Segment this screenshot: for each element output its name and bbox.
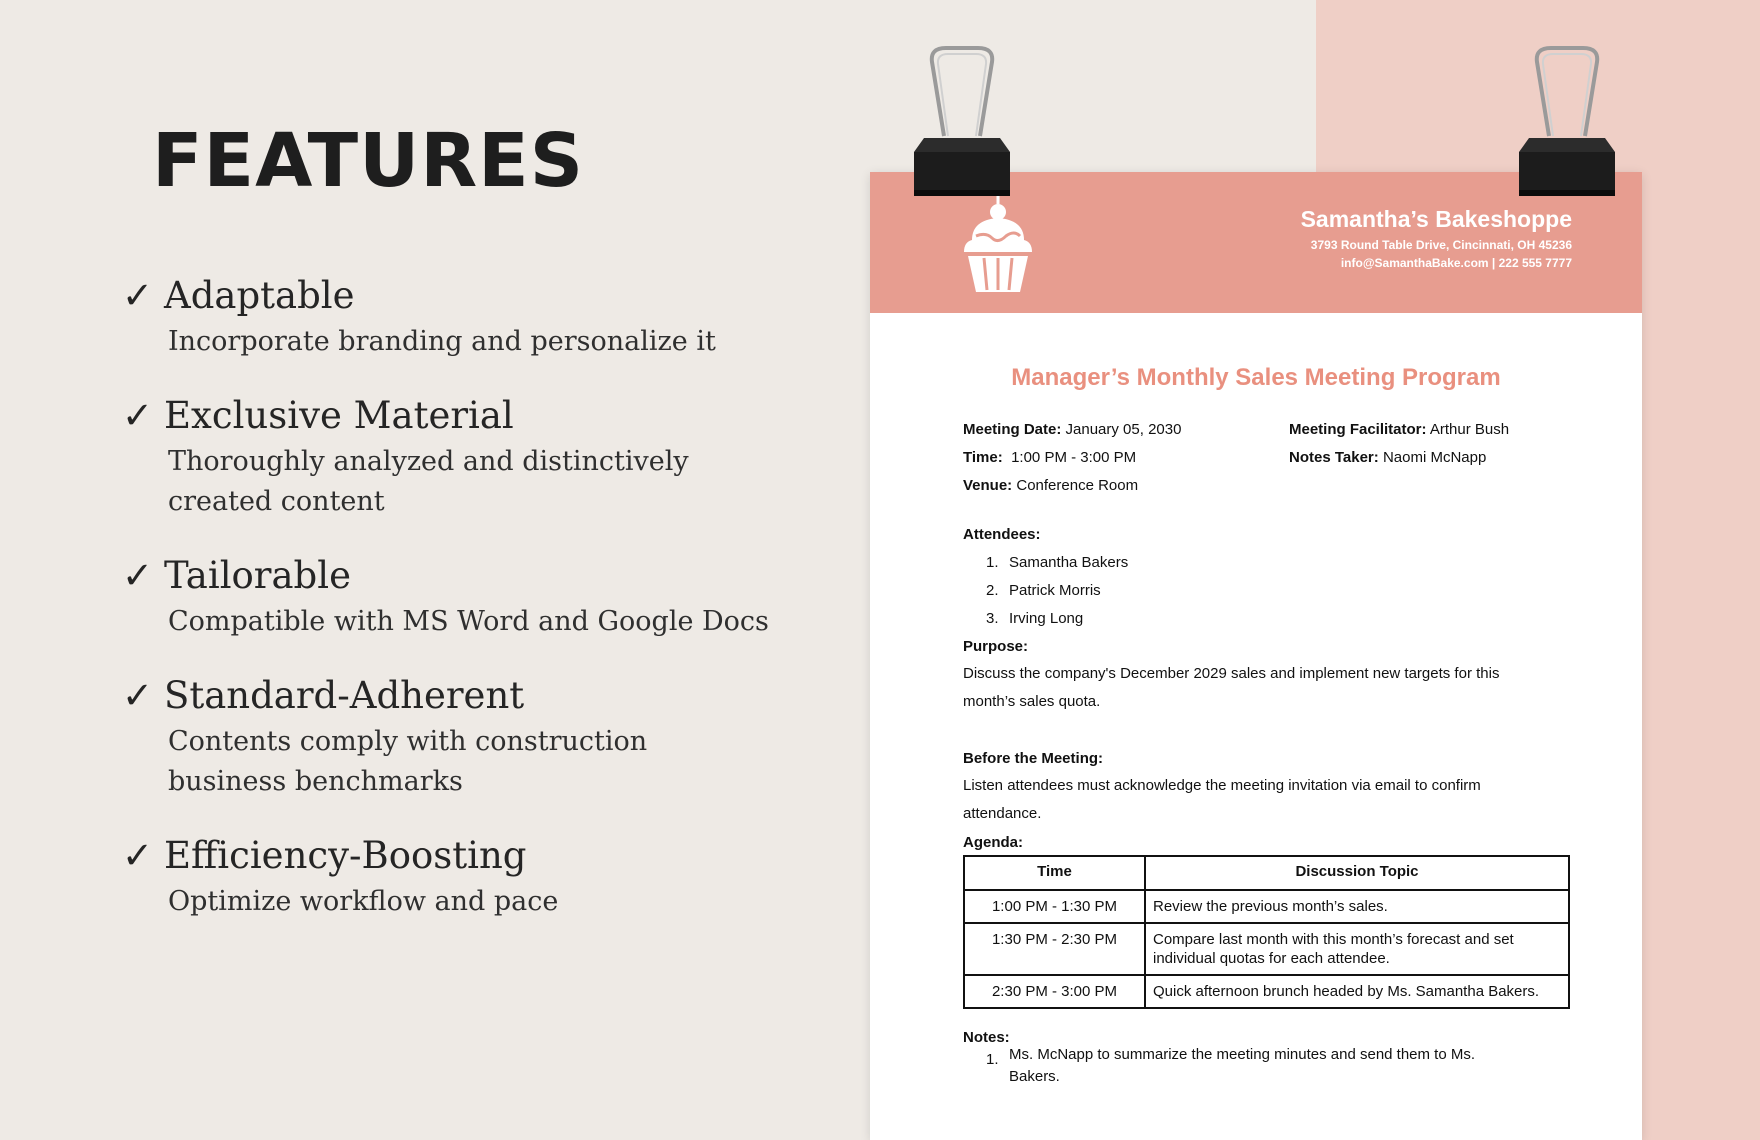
table-row bbox=[964, 923, 1569, 975]
company-name: Samantha’s Bakeshoppe bbox=[1300, 206, 1572, 232]
before-meeting-label: Before the Meeting: bbox=[963, 750, 1104, 767]
feature-title: Exclusive Material bbox=[164, 394, 514, 437]
table-row bbox=[964, 975, 1569, 1008]
attendee-name: Samantha Bakers bbox=[1009, 554, 1129, 571]
note-number: 1. bbox=[986, 1051, 999, 1068]
agenda-topic: Review the previous month’s sales. bbox=[1145, 890, 1569, 923]
check-icon: ✓ bbox=[122, 834, 154, 877]
feature-description: Compatible with MS Word and Google Docs bbox=[168, 606, 769, 637]
attendee-number: 2. bbox=[986, 582, 999, 599]
table-row bbox=[964, 890, 1569, 923]
purpose-text: Discuss the company's December 2029 sales and implement new targets for this month’s sales quota. bbox=[963, 665, 1500, 710]
feature-description: Thoroughly analyzed and distinctively created content bbox=[168, 446, 689, 517]
check-icon: ✓ bbox=[122, 394, 154, 437]
attendee-number: 3. bbox=[986, 610, 999, 627]
column-header-topic: Discussion Topic bbox=[1145, 856, 1569, 890]
table-header-row bbox=[964, 856, 1569, 890]
notes-taker: Notes Taker: Naomi McNapp bbox=[1289, 449, 1487, 466]
feature-description: Optimize workflow and pace bbox=[168, 886, 559, 917]
note-text: Ms. McNapp to summarize the meeting minutes and send them to Ms. Bakers. bbox=[1009, 1046, 1476, 1085]
agenda-label: Agenda: bbox=[963, 834, 1023, 851]
document-title: Manager’s Monthly Sales Meeting Program bbox=[1011, 364, 1501, 391]
features-title: FEATURES bbox=[152, 118, 585, 204]
feature-title: Efficiency-Boosting bbox=[164, 834, 527, 877]
purpose-label: Purpose: bbox=[963, 638, 1029, 655]
feature-item bbox=[122, 554, 822, 642]
feature-item bbox=[122, 394, 822, 522]
agenda-time: 2:30 PM - 3:00 PM bbox=[964, 975, 1145, 1008]
feature-description: Contents comply with construction business benchmarks bbox=[168, 726, 648, 797]
feature-title: Adaptable bbox=[164, 274, 355, 317]
meeting-time: Time: 1:00 PM - 3:00 PM bbox=[963, 449, 1137, 466]
agenda-time: 1:30 PM - 2:30 PM bbox=[964, 923, 1145, 975]
company-address: 3793 Round Table Drive, Cincinnati, OH 45236 bbox=[1310, 238, 1572, 252]
feature-description: Incorporate branding and personalize it bbox=[168, 326, 716, 357]
attendee-name: Patrick Morris bbox=[1009, 582, 1101, 599]
attendees-label: Attendees: bbox=[963, 526, 1041, 543]
before-meeting-text: Listen attendees must acknowledge the meeting invitation via email to confirm attendance. bbox=[963, 777, 1481, 822]
agenda-table bbox=[963, 855, 1570, 1009]
feature-item bbox=[122, 834, 822, 922]
column-header-time: Time bbox=[964, 856, 1145, 890]
meeting-date: Meeting Date: January 05, 2030 bbox=[963, 421, 1182, 438]
check-icon: ✓ bbox=[122, 674, 154, 717]
feature-title: Tailorable bbox=[164, 554, 351, 597]
attendee-name: Irving Long bbox=[1009, 610, 1084, 627]
check-icon: ✓ bbox=[122, 274, 154, 317]
agenda-topic: Compare last month with this month’s forecast and set individual quotas for each attendee. bbox=[1145, 923, 1569, 975]
meeting-facilitator: Meeting Facilitator: Arthur Bush bbox=[1289, 421, 1510, 438]
agenda-time: 1:00 PM - 1:30 PM bbox=[964, 890, 1145, 923]
feature-item bbox=[122, 274, 822, 362]
binder-clip-icon bbox=[912, 44, 1012, 214]
feature-item bbox=[122, 674, 822, 802]
check-icon: ✓ bbox=[122, 554, 154, 597]
feature-title: Standard-Adherent bbox=[164, 674, 525, 717]
agenda-topic: Quick afternoon brunch headed by Ms. Samantha Bakers. bbox=[1145, 975, 1569, 1008]
company-contact: info@SamanthaBake.com | 222 555 7777 bbox=[1340, 256, 1572, 270]
notes-label: Notes: bbox=[963, 1029, 1010, 1046]
binder-clip-icon bbox=[1517, 44, 1617, 214]
meeting-venue: Venue: Conference Room bbox=[963, 477, 1139, 494]
document-page bbox=[870, 172, 1642, 1140]
attendee-number: 1. bbox=[986, 554, 999, 571]
